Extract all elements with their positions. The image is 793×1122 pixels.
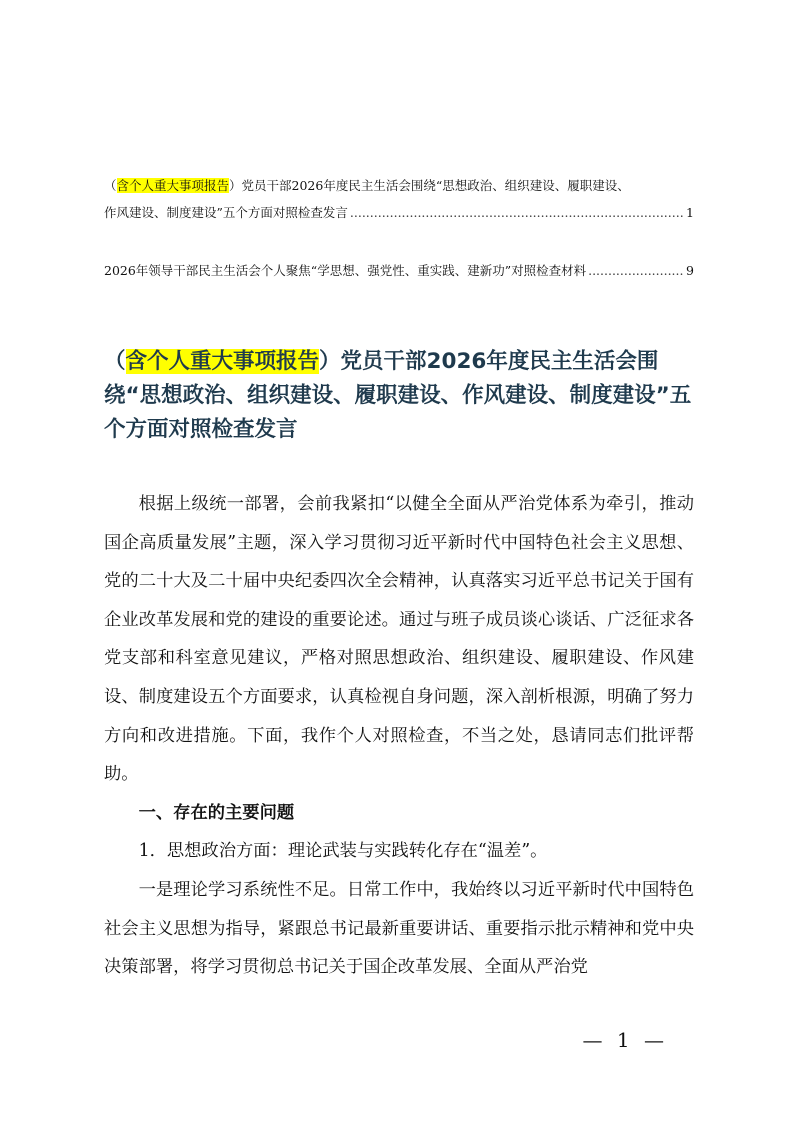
document-title (104, 345, 694, 447)
toc-entry-2-text: 2026年领导干部民主生活会个人聚焦“学思想、强党性、重实践、建新功”对照检查材料 (104, 263, 587, 278)
toc-entry-2-line1 (104, 257, 694, 284)
subsection-heading: 1．思想政治方面：理论武装与实践转化存在“温差”。 (138, 841, 548, 862)
toc-leader-dots (350, 199, 684, 226)
toc-leader-dots (588, 257, 684, 284)
toc-entry-1-line2 (104, 199, 694, 226)
page-number: — 1 — (582, 1028, 668, 1052)
document-body (104, 485, 694, 987)
toc-entry-1[interactable] (104, 172, 694, 226)
title-text: ）党员干部2026年度民主生活会围绕“思想政治、组织建设、履职建设、作风建设、制度建设”五个方面对照检查发言 (104, 349, 692, 442)
title-highlight: 含个人重大事项报告 (125, 349, 320, 374)
toc-entry-1-text-cont: 作风建设、制度建设”五个方面对照检查发言 (104, 205, 348, 220)
intro-paragraph: 根据上级统一部署，会前我紧扣“以健全全面从严治党体系为牵引，推动国企高质量发展”主题，深入学习贯彻习近平新时代中国特色社会主义思想、党的二十大及二十届中央纪委四次全会精神，认真落实习近平总书记关于国有企业改革发展和党的建设的重要论述。通过与班子成员谈心谈话、广泛征求各党支部和科室意见建议，严格对照思想政治、组织建设、履职建设、作风建设、制度建设五个方面要求，认真检视自身问题，深入剖析根源，明确了努力方向和改进措施。下面，我作个人对照检查，不当之处，恳请同志们批评帮助。 (104, 494, 694, 785)
title-bracket: （ (104, 349, 126, 374)
toc-bracket: （ (104, 178, 117, 193)
section-heading: 一、存在的主要问题 (138, 802, 295, 823)
body-paragraph: 一是理论学习系统性不足。日常工作中，我始终以习近平新时代中国特色社会主义思想为指导，紧跟总书记最新重要讲话、重要指示批示精神和党中央决策部署，将学习贯彻总书记关于国企改革发展、全面从严治党 (104, 879, 694, 978)
toc-page-number: 1 (686, 205, 694, 220)
toc-entry-1-line1 (104, 172, 694, 199)
toc-highlight: 含个人重大事项报告 (116, 178, 230, 193)
toc-entry-1-text: ）党员干部2026年度民主生活会围绕“思想政治、组织建设、履职建设、 (229, 178, 630, 193)
toc-entry-2[interactable] (104, 257, 694, 284)
toc-page-number: 9 (686, 263, 694, 278)
